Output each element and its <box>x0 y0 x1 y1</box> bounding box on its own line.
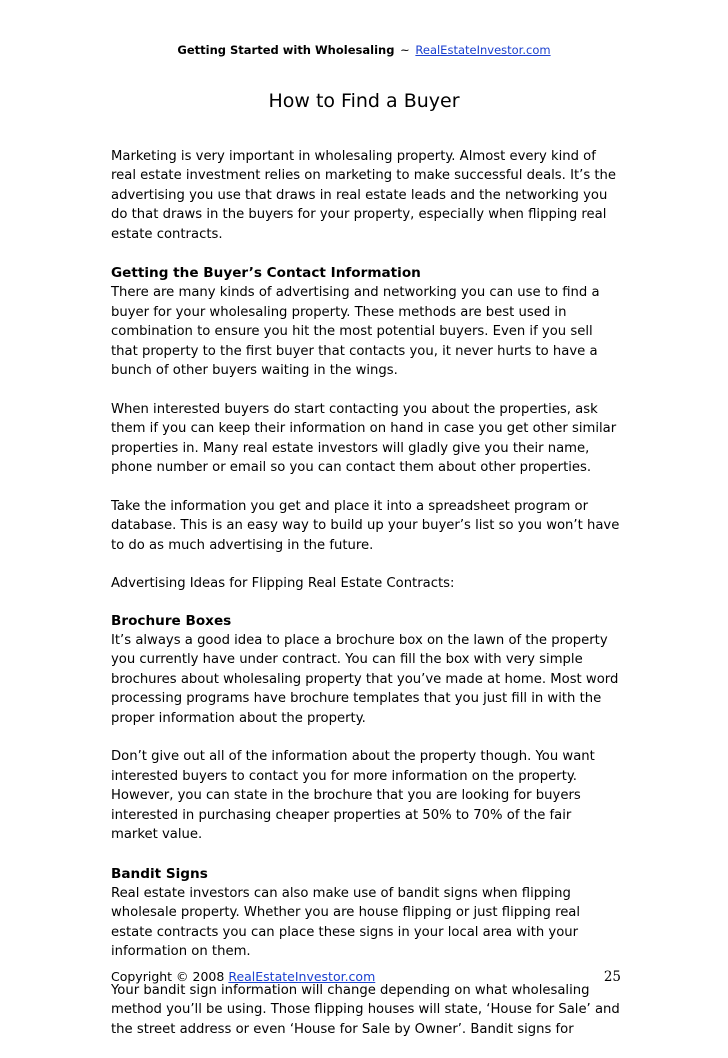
bandit-paragraph-2: Your bandit sign information will change depending on what wholesaling method you’ll be using. Those flipping houses will state, ‘House for Sale’ and the street address or even ‘House for Sale by Owner’. Bandit signs for <box>111 982 620 1037</box>
advertising-ideas-label: Advertising Ideas for Flipping Real Estate Contracts: <box>111 576 455 592</box>
page-title: How to Find a Buyer <box>268 90 460 112</box>
brochure-paragraph-1: It’s always a good idea to place a brochure box on the lawn of the property you currently have under contract. You can fill the box with very simple brochures about wholesaling property that you’ve made at home. Most word processing programs have brochure templates that you just fill in with the proper information about the property. <box>111 632 619 726</box>
header-site-link[interactable]: RealEstateInvestor.com <box>415 43 551 57</box>
document-body <box>111 147 621 1058</box>
contact-paragraph-3: Take the information you get and place it into a spreadsheet program or database. This is an easy way to build up your buyer’s list so you won’t have to do as much advertising in the future. <box>111 498 620 553</box>
footer-site-link[interactable]: RealEstateInvestor.com <box>228 969 376 984</box>
intro-paragraph: Marketing is very important in wholesaling property. Almost every kind of real estate investment relies on marketing to make successful deals. It’s the advertising you use that draws in real estate leads and the networking you do that draws in the buyers for your property, especially when flipping real estate contracts. <box>111 149 617 242</box>
header-separator: ~ <box>400 43 410 57</box>
heading-brochure-boxes: Brochure Boxes <box>111 612 232 629</box>
contact-paragraph-2: When interested buyers do start contacting you about the properties, ask them if you can keep their information on hand in case you get other similar properties in. Many real estate investors will gladly give you their name, phone number or email so you can contact them about other properties. <box>111 401 617 476</box>
document-title: Getting Started with Wholesaling <box>177 43 395 57</box>
copyright-text: Copyright © 2008 <box>111 969 225 984</box>
heading-bandit-signs: Bandit Signs <box>111 865 208 882</box>
page-header <box>0 42 728 58</box>
heading-contact-info: Getting the Buyer’s Contact Information <box>111 265 421 282</box>
page-number: 25 <box>603 969 621 985</box>
bandit-paragraph-1: Real estate investors can also make use of bandit signs when flipping wholesale property. Whether you are house flipping or just flipping real estate contracts you can place these signs in your local area with your information on them. <box>111 885 581 959</box>
brochure-paragraph-2: Don’t give out all of the information about the property though. You want interested buyers to contact you for more information on the property. However, you can state in the brochure that you are looking for buyers interested in purchasing cheaper properties at 50% to 70% of the fair market value. <box>111 749 595 842</box>
page-footer <box>111 968 621 985</box>
contact-paragraph-1: There are many kinds of advertising and networking you can use to find a buyer for your wholesaling property. These methods are best used in combination to ensure you hit the most potential buyers. Even if you sell that property to the first buyer that contacts you, it never hurts to have a bunch of other buyers waiting in the wings. <box>111 285 600 379</box>
